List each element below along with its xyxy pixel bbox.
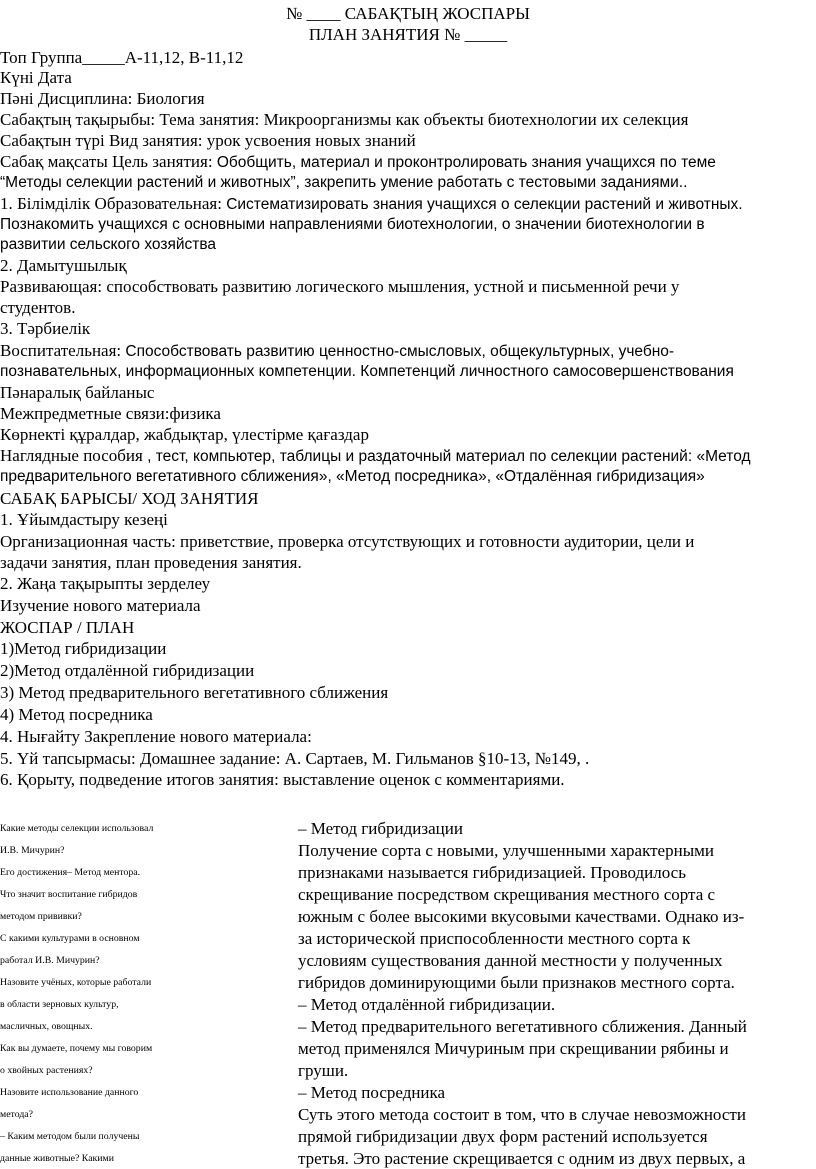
visual-aids-line bbox=[0, 446, 751, 467]
upbringing-text: Способствовать развитию ценностно-смысловых, общекультурных, учебно- bbox=[125, 343, 675, 360]
question-line: данные животные? Какими bbox=[0, 1153, 114, 1164]
visual-aids-label: Наглядные пособия bbox=[0, 446, 148, 465]
upbringing-heading: 3. Тәрбиелік bbox=[0, 319, 91, 338]
answer-line: гибридов доминирующими были признаков местного сорта. bbox=[298, 973, 735, 992]
group-line: Топ Группа_____А-11,12, В-11,12 bbox=[0, 48, 244, 67]
visual-aids-text-cont: предварительного вегетативного сближения», «Метод посредника», «Отдалённая гибридизация» bbox=[0, 468, 705, 485]
educational-text-end: развитии сельского хозяйства bbox=[0, 236, 217, 253]
developing-text: Развивающая: способствовать развитию логического мышления, устной и письменной речи у bbox=[0, 277, 680, 296]
answer-line: третья. Это растение скрещивается с одним из двух первых, а bbox=[298, 1149, 746, 1168]
aim-text: Обобщить, материал и проконтролировать знания учащихся по теме bbox=[216, 154, 716, 171]
question-line: Его достижения– Метод ментора. bbox=[0, 867, 141, 878]
interdisciplinary-text: Межпредметные связи:физика bbox=[0, 404, 221, 423]
question-line: Назовите учёных, которые работали bbox=[0, 977, 152, 988]
question-line: Что значит воспитание гибридов bbox=[0, 889, 138, 900]
visual-aids-heading: Көрнекті құралдар, жабдықтар, үлестірме қағаздар bbox=[0, 425, 369, 444]
plan-item-1: 1)Метод гибридизации bbox=[0, 639, 167, 658]
educational-text: Систематизировать знания учащихся о селекции растений и животных. bbox=[226, 196, 743, 213]
aim-label: Сабақ мақсаты Цель занятия: bbox=[0, 152, 217, 171]
plan-heading: ЖОСПАР / ПЛАН bbox=[0, 618, 135, 637]
course-heading: САБАҚ БАРЫСЫ/ ХОД ЗАНЯТИЯ bbox=[0, 489, 259, 508]
answer-line: скрещивание посредством скрещивания местного сорта с bbox=[298, 885, 716, 904]
interdisciplinary-heading: Пәнаралық байланыс bbox=[0, 383, 155, 402]
question-line: Какие методы селекции использовал bbox=[0, 823, 154, 834]
topic-line: Сабақтың тақырыбы: Тема занятия: Микроорганизмы как объекты биотехнологии их селекция bbox=[0, 110, 689, 129]
upbringing-label: Воспитательная: bbox=[0, 341, 126, 360]
answer-line: – Метод отдалённой гибридизации. bbox=[298, 995, 556, 1014]
upbringing-line bbox=[0, 341, 674, 362]
plan-subtitle: ПЛАН ЗАНЯТИЯ № _____ bbox=[308, 25, 508, 44]
answer-line: груши. bbox=[298, 1061, 349, 1080]
aim-text-cont: “Методы селекции растений и животных”, закрепить умение работать с тестовыми заданиями.. bbox=[0, 174, 688, 191]
question-line: Как вы думаете, почему мы говорим bbox=[0, 1043, 153, 1054]
answer-line: – Метод гибридизации bbox=[298, 819, 463, 838]
stage-5-line: 5. Үй тапсырмасы: Домашнее задание: А. Сартаев, М. Гильманов §10-13, №149, . bbox=[0, 749, 590, 768]
upbringing-text-cont: познавательных, информационных компетенции. Компетенций личностного самосовершенствования bbox=[0, 363, 734, 380]
answer-line: южным с более высокими вкусовыми качествами. Однако из- bbox=[298, 907, 745, 926]
question-line: метода? bbox=[0, 1109, 33, 1120]
answer-line: – Метод предварительного вегетативного сближения. Данный bbox=[298, 1017, 747, 1036]
plan-item-2: 2)Метод отдалённой гибридизации bbox=[0, 661, 255, 680]
date-line: Күні Дата bbox=[0, 68, 72, 87]
answer-line: Получение сорта с новыми, улучшенными характерными bbox=[298, 841, 714, 860]
answer-line: признаками называется гибридизацией. Проводилось bbox=[298, 863, 686, 882]
question-line: масличных, овощных. bbox=[0, 1021, 93, 1032]
lesson-type-line: Сабақтын түрі Вид занятия: урок усвоения новых знаний bbox=[0, 131, 416, 150]
visual-aids-text: , тест, компьютер, таблицы и раздаточный материал по селекции растений: «Метод bbox=[147, 448, 751, 465]
question-line: методом прививки? bbox=[0, 911, 82, 922]
question-line: работал И.В. Мичурин? bbox=[0, 955, 100, 966]
question-line: в области зерновых культур, bbox=[0, 999, 119, 1010]
answer-line: условиям существования данной местности у полученных bbox=[298, 951, 723, 970]
question-line: – Каким методом были получены bbox=[0, 1131, 140, 1142]
stage-1-text: Организационная часть: приветствие, проверка отсутствующих и готовности аудитории, цели и bbox=[0, 532, 695, 551]
answer-line: метод применялся Мичуриным при скрещивании рябины и bbox=[298, 1039, 729, 1058]
stage-2-heading: 2. Жаңа тақырыпты зерделеу bbox=[0, 574, 211, 593]
aim-line bbox=[0, 152, 716, 173]
stage-1-text-cont: задачи занятия, план проведения занятия. bbox=[0, 553, 302, 572]
educational-line bbox=[0, 194, 743, 215]
question-line: Назовите использование данного bbox=[0, 1087, 139, 1098]
stage-4-line: 4. Нығайту Закрепление нового материала: bbox=[0, 727, 312, 746]
stage-2-text: Изучение нового материала bbox=[0, 596, 201, 615]
answer-line: Суть этого метода состоит в том, что в случае невозможности bbox=[298, 1105, 746, 1124]
educational-text-cont: Познакомить учащихся с основными направлениями биотехнологии, о значении биотехнологии в bbox=[0, 216, 705, 233]
developing-text-cont: студентов. bbox=[0, 298, 76, 317]
answer-line: прямой гибридизации двух форм растений используется bbox=[298, 1127, 708, 1146]
plan-item-3: 3) Метод предварительного вегетативного сближения bbox=[0, 683, 389, 702]
plan-item-4: 4) Метод посредника bbox=[0, 705, 153, 724]
developing-heading: 2. Дамытушылық bbox=[0, 256, 127, 275]
question-line: И.В. Мичурин? bbox=[0, 845, 65, 856]
educational-label: 1. Білімділік Образовательная: bbox=[0, 194, 227, 213]
plan-title: № ____ САБАҚТЫҢ ЖОСПАРЫ bbox=[286, 4, 530, 23]
question-line: С какими культурами в основном bbox=[0, 933, 140, 944]
answer-line: за исторической приспособленности местного сорта к bbox=[298, 929, 691, 948]
stage-1-heading: 1. Ұйымдастыру кезеңі bbox=[0, 510, 168, 529]
answer-line: – Метод посредника bbox=[298, 1083, 446, 1102]
stage-6-line: 6. Қорыту, подведение итогов занятия: выставление оценок с комментариями. bbox=[0, 770, 565, 789]
discipline-line: Пәні Дисциплина: Биология bbox=[0, 89, 205, 108]
question-line: о хвойных растениях? bbox=[0, 1065, 93, 1076]
